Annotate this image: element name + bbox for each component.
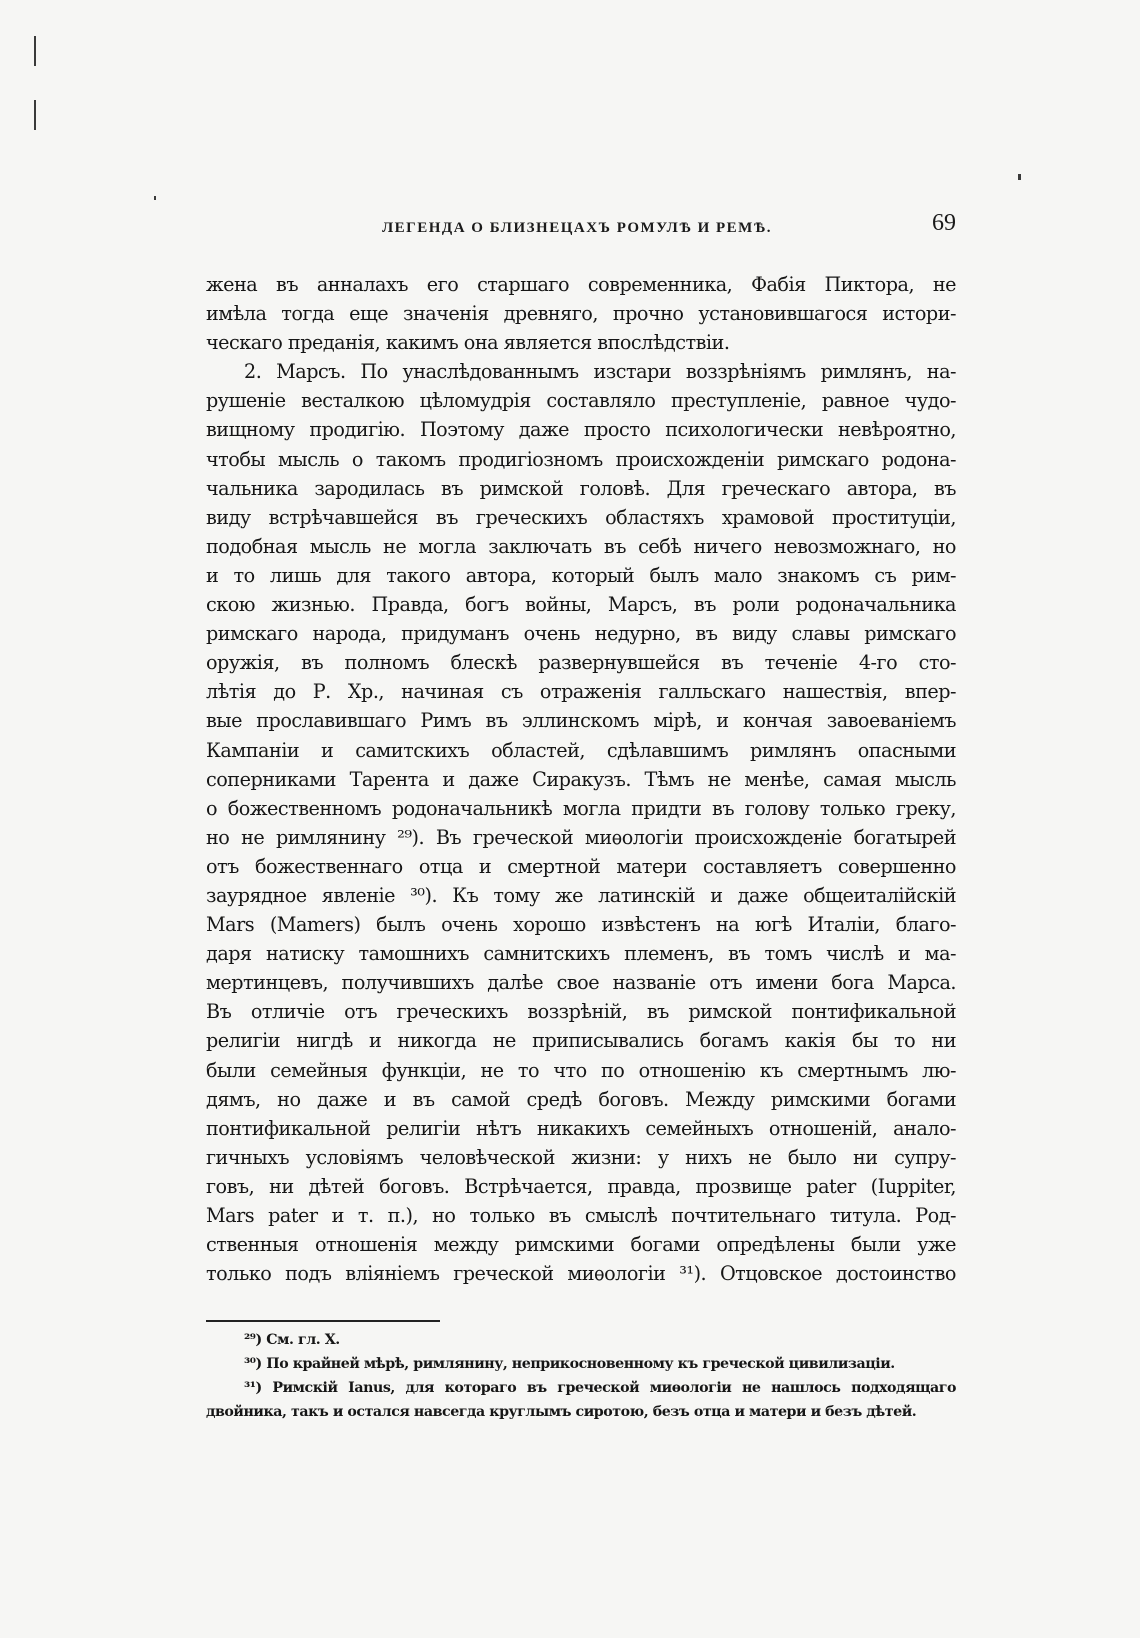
main-text (206, 270, 956, 1288)
footnote-30: ³⁰) По крайней мѣрѣ, римлянину, неприкосновенному къ греческой цивилизаціи. (244, 1356, 895, 1372)
text-line: виду встрѣчавшейся въ греческихъ областяхъ храмовой проституціи, (206, 505, 956, 529)
footnotes (206, 1328, 956, 1424)
footnote-31-continuation: двойника, такъ и остался навсегда круглымъ сиротою, безъ отца и матери и безъ дѣтей. (206, 1404, 917, 1420)
text-line: рушеніе весталкою цѣломудрія составляло преступленіе, равное чудо- (206, 389, 956, 413)
text-line: и то лишь для такого автора, который былъ мало знакомъ съ рим- (206, 563, 956, 587)
text-line: религіи нигдѣ и никогда не приписывались богамъ какія бы то ни (206, 1029, 956, 1053)
scan-edge-mark (34, 100, 36, 130)
text-line: чтобы мысль о такомъ продигіозномъ происхожденіи римскаго родона- (206, 447, 956, 471)
text-line: но не римлянину ²⁹). Въ греческой миѳологіи происхожденіе богатырей (206, 825, 956, 849)
footnote-divider (206, 1320, 440, 1322)
section-start-line: 2. Марсъ. По унаслѣдованнымъ изстари воззрѣніямъ римлянъ, на- (244, 360, 956, 384)
text-line: понтификальной религіи нѣтъ никакихъ семейныхъ отношеній, аналo- (206, 1116, 956, 1140)
page-header (206, 210, 956, 246)
text-line: мертинцевъ, получившихъ далѣе свое названіе отъ имени бога Марса. (206, 971, 956, 995)
footnote-31: ³¹) Римскій Ianus, для котораго въ греческой миѳологіи не нашлось подходящаго (244, 1380, 956, 1396)
text-line: даря натиску тамошнихъ самнитскихъ племенъ, въ томъ числѣ и ма- (206, 942, 956, 966)
text-line: о божественномъ родоначальникѣ могла придти въ голову только греку, (206, 796, 956, 820)
text-line: отъ божественнаго отца и смертной матери составляетъ совершенно (206, 854, 956, 878)
running-title: ЛЕГЕНДА О БЛИЗНЕЦАХЪ РОМУЛѢ И РЕМѢ. (382, 220, 773, 236)
text-line: только подъ вліяніемъ греческой миѳологіи ³¹). Отцовское достоинство (206, 1262, 956, 1286)
text-line: ственныя отношенія между римскими богами опредѣлены были уже (206, 1233, 956, 1257)
footnote-29: ²⁹) См. гл. X. (244, 1332, 340, 1348)
text-line: чальника зародилась въ римской головѣ. Для греческаго автора, въ (206, 476, 956, 500)
text-line: соперниками Тарента и даже Сиракузъ. Тѣмъ не менѣе, самая мысль (206, 767, 956, 791)
text-line: дямъ, но даже и въ самой средѣ боговъ. Между римскими богами (206, 1087, 956, 1111)
text-line: подобная мысль не могла заключать въ себѣ ничего невозможнаго, но (206, 534, 956, 558)
scan-edge-mark (34, 36, 36, 66)
text-line: оружія, въ полномъ блескѣ развернувшейся въ теченіе 4-го сто- (206, 651, 956, 675)
text-line: вищному продигію. Поэтому даже просто психологически невѣроятно, (206, 418, 956, 442)
text-line: заурядное явленіе ³⁰). Къ тому же латинскій и даже общеиталійскій (206, 883, 956, 907)
scan-dust-speck (154, 196, 156, 200)
text-line: Mars (Mamers) былъ очень хорошо извѣстенъ на югѣ Италіи, благо- (206, 913, 956, 937)
text-line: лѣтія до Р. Хр., начиная съ отраженія галльскаго нашествія, впер- (206, 680, 956, 704)
text-line: Mars pater и т. п.), но только въ смыслѣ почтительнаго титула. Род- (206, 1204, 956, 1227)
text-line: говъ, ни дѣтей боговъ. Встрѣчается, правда, прозвище pater (Iuppiter, (206, 1174, 956, 1198)
text-line: вые прославившаго Римъ въ эллинскомъ мірѣ, и кончая завоеваніемъ (206, 709, 956, 733)
scan-dust-speck (1018, 174, 1021, 180)
text-line: Кампаніи и самитскихъ областей, сдѣлавшимъ римлянъ опасными (206, 738, 956, 762)
text-line: гичныхъ условіямъ человѣческой жизни: у нихъ не было ни супру- (206, 1145, 956, 1169)
text-line: римскаго народа, придуманъ очень недурно, въ виду славы римскаго (206, 622, 956, 646)
text-line: были семейныя функціи, не то что по отношенію къ смертнымъ лю- (206, 1058, 956, 1082)
text-line: жена въ анналахъ его старшаго современника, Фабія Пиктора, не (206, 273, 956, 296)
text-line: ческаго преданія, какимъ она является впослѣдствіи. (206, 331, 730, 355)
text-line: Въ отличіе отъ греческихъ воззрѣній, въ римской понтификальной (206, 1000, 956, 1024)
page-number: 69 (932, 210, 956, 236)
text-line: имѣла тогда еще значенія древняго, прочно установившагося истори- (206, 302, 956, 326)
text-line: скою жизнью. Правда, богъ войны, Марсъ, въ роли родоначальника (206, 593, 956, 617)
